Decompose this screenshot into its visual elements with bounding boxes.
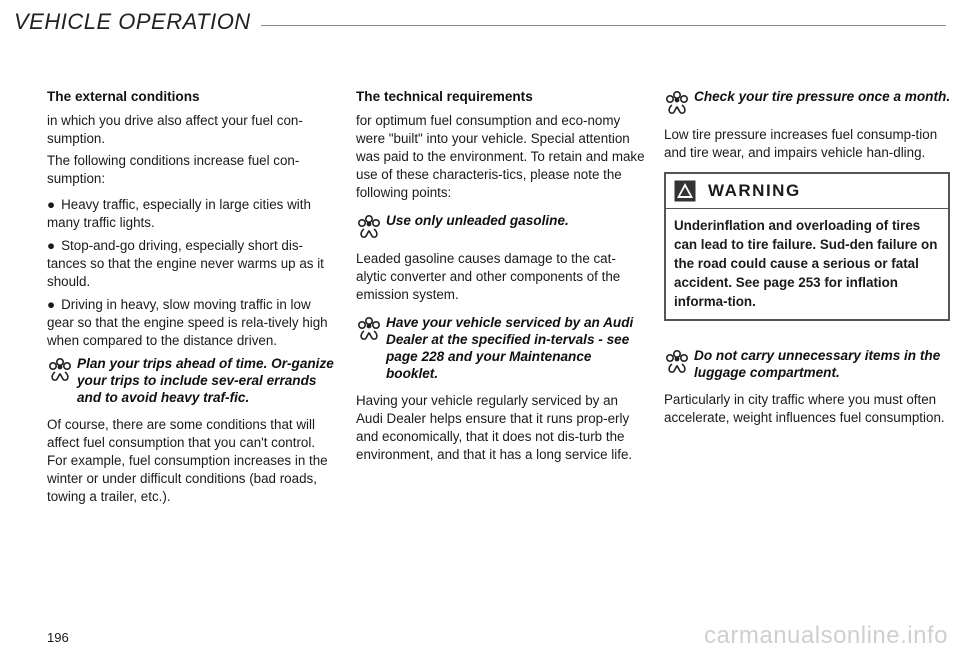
warning-header [666, 174, 948, 209]
tip-text: Plan your trips ahead of time. Or-ganize your trips to include sev-eral errands and to avoid heavy traf-fic. [77, 356, 334, 405]
list-item-text: Driving in heavy, slow moving traffic in low gear so that the engine speed is rela-tively high when compared to the distance driven. [47, 297, 328, 348]
paragraph: in which you drive also affect your fuel con-sumption. [47, 113, 303, 146]
tip-block [356, 212, 646, 240]
header-rule [261, 25, 946, 26]
list-item [47, 196, 337, 232]
environment-tip-icon [664, 88, 690, 116]
list-item [47, 296, 337, 350]
list-item [47, 237, 337, 291]
tip-text: Check your tire pressure once a month. [694, 89, 951, 104]
list-item-text: Stop-and-go driving, especially short dis-tances so that the engine never warms up as it should. [47, 238, 324, 289]
warning-triangle-icon [674, 180, 696, 202]
paragraph: The following conditions increase fuel con-sumption: [47, 153, 300, 186]
column-3 [664, 88, 952, 431]
environment-tip-icon [356, 314, 382, 342]
paragraph: Having your vehicle regularly serviced by an Audi Dealer helps ensure that it runs prop-erly and economically, that it does not dis-turb the environment, and that it has a long service life. [356, 393, 633, 462]
section-title: VEHICLE OPERATION [14, 9, 251, 34]
environment-tip-icon [47, 355, 73, 383]
environment-tip-icon [664, 347, 690, 375]
page-header [14, 6, 946, 38]
external-conditions-heading: The external conditions [47, 89, 200, 104]
bullet-icon: ● [47, 297, 56, 312]
paragraph: Leaded gasoline causes damage to the cat-alytic converter and other components of the emission system. [356, 251, 621, 302]
bullet-icon: ● [47, 197, 56, 212]
tip-text: Use only unleaded gasoline. [386, 213, 569, 228]
paragraph: Particularly in city traffic where you must often accelerate, weight influences fuel consumption. [664, 392, 945, 425]
paragraph: Low tire pressure increases fuel consump-tion and tire wear, and impairs vehicle han-dling. [664, 127, 938, 160]
tip-block [356, 314, 646, 382]
tip-block [664, 88, 952, 116]
tip-block [47, 355, 337, 406]
column-1 [47, 88, 337, 510]
bullet-icon: ● [47, 238, 56, 253]
warning-title: WARNING [708, 181, 801, 200]
tip-text: Do not carry unnecessary items in the luggage compartment. [694, 348, 941, 380]
tip-text: Have your vehicle serviced by an Audi Dealer at the specified in-tervals - see page 228 and your Maintenance booklet. [386, 315, 634, 381]
paragraph: For example, fuel consumption increases in the winter or under difficult conditions (bad roads, towing a trailer, etc.). [47, 453, 328, 504]
warning-box [664, 172, 950, 321]
column-2 [356, 88, 646, 468]
paragraph: for optimum fuel consumption and eco-nomy were "built" into your vehicle. Special attention was paid to the environment. To retain and make use of these characteris-tics, please note the following points: [356, 113, 645, 200]
page-number: 196 [47, 630, 69, 645]
paragraph: Of course, there are some conditions that will affect fuel consumption that you can't control. [47, 417, 316, 450]
technical-requirements-heading: The technical requirements [356, 89, 533, 104]
environment-tip-icon [356, 212, 382, 240]
watermark: carmanualsonline.info [704, 622, 948, 649]
list-item-text: Heavy traffic, especially in large cities with many traffic lights. [47, 197, 311, 230]
tip-block [664, 347, 952, 381]
warning-text: Underinflation and overloading of tires can lead to tire failure. Sud-den failure on the road could cause a serious or fatal accident. See page 253 for inflation informa-tion. [674, 218, 938, 309]
